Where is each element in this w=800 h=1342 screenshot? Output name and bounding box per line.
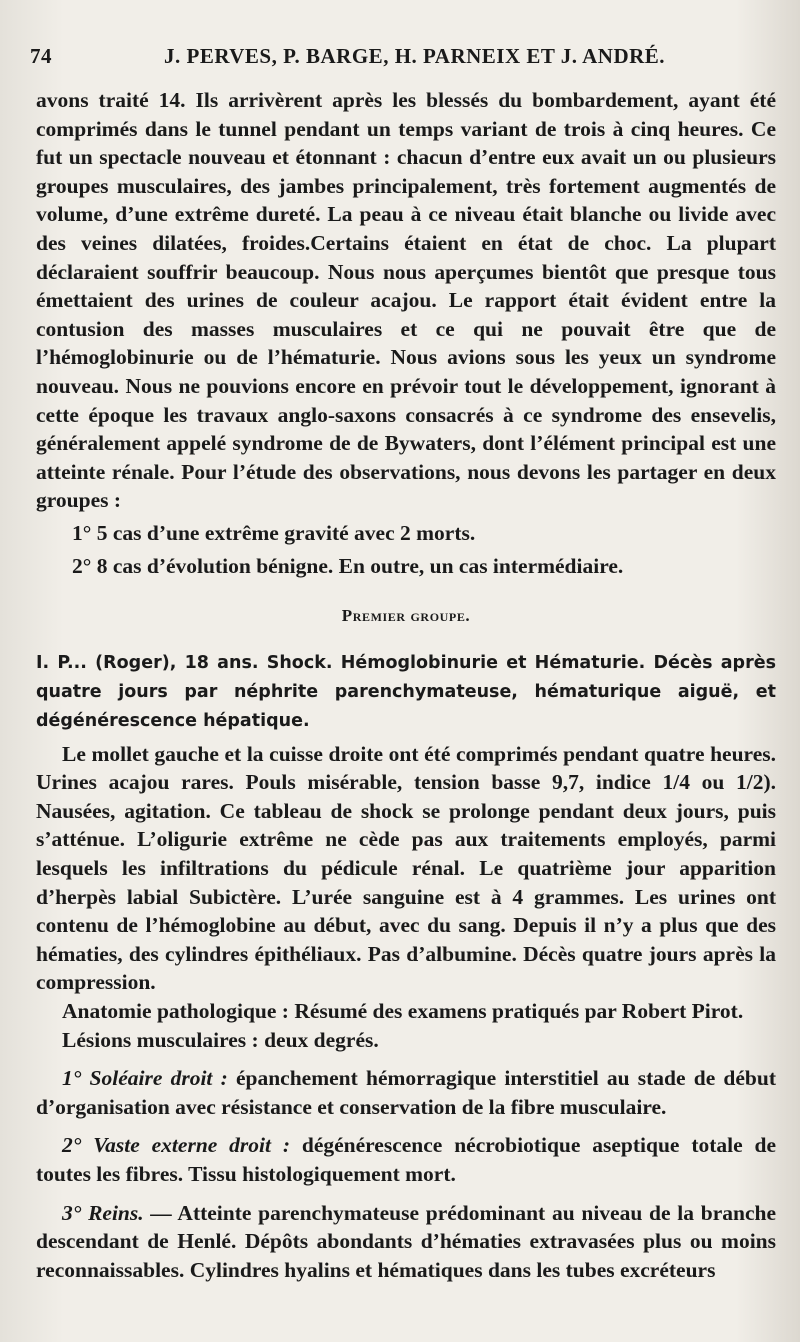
pathology-item-2-text: dégénérescence nécrobiotique aseptique totale de toutes les fibres. Tissu histologiquement mort. (36, 1133, 777, 1186)
pathology-item-2-label: 2° Vaste externe droit : (62, 1133, 290, 1158)
group-item-1: 1° 5 cas d’une extrême gravité avec 2 morts. (72, 520, 476, 545)
pathology-item-1-text: épanchement hémorragique interstitiel au stade de début d’organisation avec résistance et conservation de la fibre musculaire. (36, 1066, 777, 1119)
case-paragraph: Le mollet gauche et la cuisse droite ont été comprimés pendant quatre heures. Urines acajou rares. Pouls misérable, tension basse 9,7, indice 1/4 ou 1/2). Nausées, agitation. Ce tableau de shock se prolonge pendant deux jours, puis s’atténue. L’oligurie extrême ne cède pas aux traitements employés, parmi lesquels les infiltrations du pédicule rénal. Le quatrième jour apparition d’herpès labial Subictère. L’urée sanguine est à 4 grammes. Les urines ont contenu de l’hémoglobine au début, avec du sang. Depuis il n’y a plus que des hématies, des cylindres épithéliaux. Pas d’albumine. Décès quatre jours après la compression. (36, 741, 776, 995)
pathology-item-1 (36, 1064, 776, 1121)
page-body (36, 86, 776, 1284)
page-number: 74 (30, 44, 52, 68)
pathology-item-1-label: 1° Soléaire droit : (62, 1066, 228, 1091)
pathology-item-3-text: Atteinte parenchymateuse prédominant au niveau de la branche descendant de Henlé. Dépôts abondants d’hématies extravasées plus ou moins reconnaissables. Cylindres hyalins et hématiques dans les tubes excréteurs (36, 1200, 776, 1282)
section-heading: Premier groupe. (341, 606, 471, 626)
group-item-2: 2° 8 cas d’évolution bénigne. En outre, un cas intermédiaire. (72, 553, 624, 578)
running-title-authors: J. PERVES, P. BARGE, H. PARNEIX ET J. ANDRÉ. (164, 44, 666, 68)
pathology-item-2 (36, 1131, 776, 1188)
case-title: I. P... (Roger), 18 ans. Shock. Hémoglobinurie et Hématurie. Décès après quatre jours par néphrite parenchymateuse, hématurique aiguë, et dégénérescence hépatique. (36, 652, 776, 731)
pathology-item-3 (36, 1199, 776, 1285)
muscle-lesions: Lésions musculaires : deux degrés. (62, 1027, 379, 1052)
intro-paragraph: avons traité 14. Ils arrivèrent après les blessés du bombardement, ayant été comprimés dans le tunnel pendant un temps variant de trois à cinq heures. Ce fut un spectacle nouveau et étonnant : chacun d’entre eux avait un ou plusieurs groupes musculaires, des jambes principalement, très fortement augmentés de volume, d’une extrême dureté. La peau à ce niveau était blanche ou livide avec des veines dilatées, froides.Certains étaient en état de choc. La plupart déclaraient souffrir beaucoup. Nous nous aperçumes bientôt que presque tous émettaient des urines de couleur acajou. Le rapport était évident entre la contusion des masses musculaires et ce qui ne pouvait être que de l’hémoglobinurie ou de l’hématurie. Nous avions sous les yeux un syndrome nouveau. Nous ne pouvions encore en prévoir tout le développement, ignorant à cette époque les travaux anglo-saxons consacrés à ce syndrome des ensevelis, généralement appelé syndrome de de Bywaters, dont l’élément principal est une atteinte rénale. Pour l’étude des observations, nous devons les partager en deux groupes : (36, 88, 776, 513)
pathology-intro: Anatomie pathologique : Résumé des examens pratiqués par Robert Pirot. (62, 999, 744, 1024)
pathology-item-3-label: 3° Reins. — (62, 1200, 172, 1225)
